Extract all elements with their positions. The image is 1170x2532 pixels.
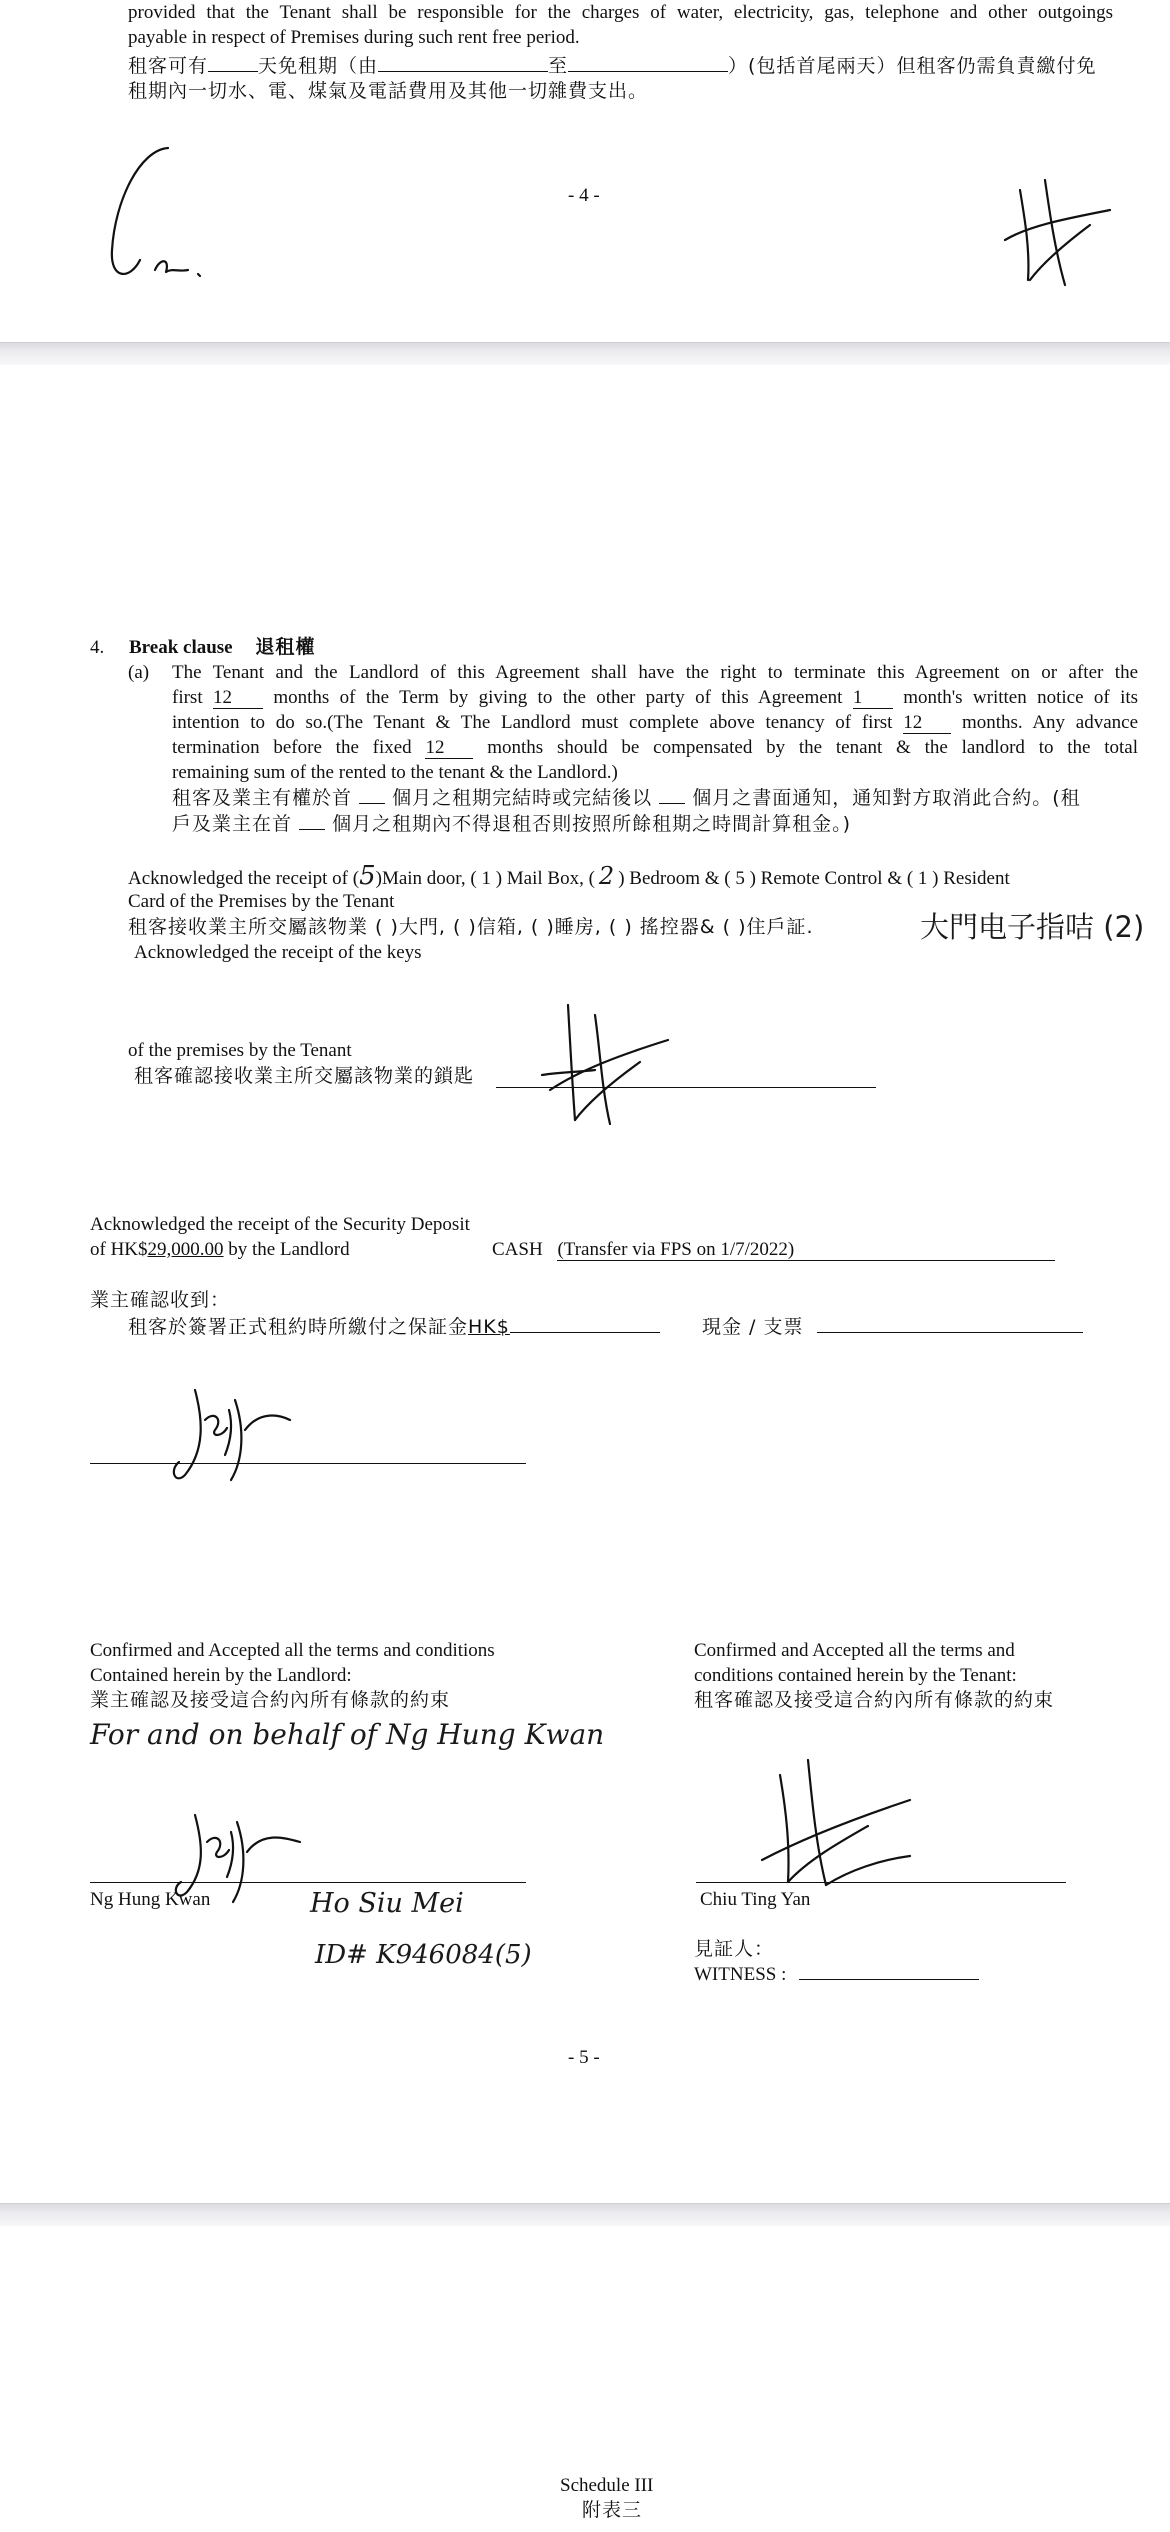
text: month's written notice of its xyxy=(903,687,1139,708)
text: Acknowledged the receipt of ( xyxy=(128,868,360,889)
text: months of the Term by giving to the other party of this Agreement xyxy=(273,687,843,708)
keys-premises-en: of the premises by the Tenant xyxy=(128,1040,352,1061)
clause-number: 4. xyxy=(90,637,105,658)
landlord-name: Ng Hung Kwan xyxy=(90,1889,211,1910)
blank-line xyxy=(299,829,325,830)
witness-blank-line xyxy=(799,1979,979,1980)
landlord-confirm-line1: Confirmed and Accepted all the terms and conditions xyxy=(90,1640,495,1661)
tenant-keys-signature xyxy=(540,1000,680,1130)
text: )Main door, ( 1 ) Mail Box, ( xyxy=(375,868,595,889)
break-clause-line3 xyxy=(172,710,1138,735)
clause-title-en: Break clause xyxy=(129,637,233,658)
tenant-name: Chiu Ting Yan xyxy=(700,1889,811,1910)
handwritten-on-behalf: For and on behalf of Ng Hung Kwan xyxy=(90,1718,605,1751)
deposit-amount: 29,000.00 xyxy=(147,1239,224,1260)
break-clause-line4 xyxy=(172,735,1138,760)
tenancy-months-value: 12 xyxy=(903,713,951,734)
deposit-line2 xyxy=(90,1237,350,1262)
deposit-zh-line2 xyxy=(128,1315,660,1340)
deposit-signature-line xyxy=(90,1463,526,1464)
page-separator xyxy=(0,2203,1170,2226)
zh-text: 租客於簽署正式租約時所繳付之保証金 xyxy=(128,1316,469,1338)
text: months. Any advance xyxy=(961,712,1139,733)
zh-text: 租客可有 xyxy=(128,55,209,77)
page-separator xyxy=(0,342,1170,365)
receipt-items-line1 xyxy=(128,861,1010,891)
deposit-method xyxy=(492,1237,1055,1262)
receipt-items-line2: Card of the Premises by the Tenant xyxy=(128,891,395,912)
deposit-line1: Acknowledged the receipt of the Security Deposit xyxy=(90,1214,470,1235)
deposit-zh-line1: 業主確認收到： xyxy=(90,1289,231,1311)
zh-text: 個月之租期內不得退租否則按照所餘租期之時間計算租金。) xyxy=(332,813,852,835)
schedule-title-zh: 附表三 xyxy=(582,2499,643,2521)
break-clause-zh-line2 xyxy=(172,812,851,837)
tenant-confirm-zh: 租客確認及接受這合約內所有條款的約束 xyxy=(694,1689,1055,1711)
text: by the Landlord xyxy=(228,1239,350,1260)
landlord-deposit-signature xyxy=(165,1380,305,1490)
keys-receipt-line: Acknowledged the receipt of the keys xyxy=(134,942,422,963)
handwritten-main-door-count: 5 xyxy=(359,861,376,891)
blank-line xyxy=(359,803,385,804)
tenant-initial-signature xyxy=(1000,180,1120,290)
tenant-confirm-line1: Confirmed and Accepted all the terms and xyxy=(694,1640,1015,1661)
blank-line xyxy=(378,71,548,72)
landlord-signature-line xyxy=(90,1882,526,1883)
break-clause-line2 xyxy=(172,685,1138,710)
notice-months-value: 1 xyxy=(853,688,893,709)
text: months should be compensated by the tenant & the landlord to the total xyxy=(487,737,1139,758)
fixed-months-value: 12 xyxy=(425,738,473,759)
break-clause-line5: remaining sum of the rented to the tenant & the Landlord.) xyxy=(172,762,618,783)
tenant-signature-line xyxy=(696,1882,1066,1883)
blank-line xyxy=(510,1332,660,1333)
handwritten-keycard-note: 大門电子指咭 (2) xyxy=(920,910,1145,944)
deposit-transfer-note: (Transfer via FPS on 1/7/2022) xyxy=(557,1240,1055,1261)
blank-line xyxy=(208,71,258,72)
text: first xyxy=(172,687,203,708)
zh-text: 至 xyxy=(548,55,569,77)
rent-free-clause-zh-line2: 租期內一切水、電、煤氣及電話費用及其他一切雜費支出。 xyxy=(128,80,649,102)
page-number-4: - 4 - xyxy=(568,185,600,206)
blank-line xyxy=(659,803,685,804)
landlord-initial-signature xyxy=(100,140,240,290)
tenant-confirm-line2: conditions contained herein by the Tenant: xyxy=(694,1665,1017,1686)
blank-line xyxy=(568,71,728,72)
zh-text: 租客及業主有權於首 xyxy=(172,787,353,809)
zh-text: 現金 / 支票 xyxy=(702,1316,804,1338)
keys-premises-zh: 租客確認接收業主所交屬該物業的鎖匙 xyxy=(134,1065,475,1087)
handwritten-signer-id: ID# K946084(5) xyxy=(315,1940,532,1970)
rent-free-clause-line2: payable in respect of Premises during such rent free period. xyxy=(128,27,580,48)
clause-title-zh: 退租權 xyxy=(255,636,316,658)
page-number-5: - 5 - xyxy=(568,2047,600,2068)
landlord-confirm-line2: Contained herein by the Landlord: xyxy=(90,1665,352,1686)
deposit-method-label: CASH xyxy=(492,1239,543,1260)
witness-label: WITNESS : xyxy=(694,1964,787,1985)
break-clause-heading xyxy=(90,635,315,660)
break-clause-zh-line1 xyxy=(172,786,1081,811)
text: intention to do so.(The Tenant & The Landlord must complete above tenancy of first xyxy=(172,712,893,733)
handwritten-bedroom-count: 2 xyxy=(598,862,615,890)
zh-text: 天免租期（由 xyxy=(258,55,379,77)
break-clause-line1: The Tenant and the Landlord of this Agreement shall have the right to terminate this Agreement on or after the xyxy=(172,662,1138,683)
handwritten-signer-name: Ho Siu Mei xyxy=(310,1888,464,1919)
zh-hk-label: HK$ xyxy=(468,1316,510,1338)
witness-zh: 見証人： xyxy=(694,1938,775,1960)
first-months-value: 12 xyxy=(213,688,263,709)
zh-text: 戶及業主在首 xyxy=(172,813,293,835)
deposit-zh-cash-cheque xyxy=(702,1315,1083,1340)
zh-text: 個月之租期完結時或完結後以 xyxy=(392,787,653,809)
text: termination before the fixed xyxy=(172,737,412,758)
clause-item-label: (a) xyxy=(128,662,150,683)
text: ) Bedroom & ( 5 ) Remote Control & ( 1 ) Resident xyxy=(618,868,1010,889)
schedule-title-en: Schedule III xyxy=(560,2475,654,2496)
receipt-items-zh: 租客接收業主所交屬該物業 ( )大門, ( )信箱, ( )睡房, ( ) 搖控器& ( )住戶証. xyxy=(128,916,814,938)
rent-free-clause-zh-line1 xyxy=(128,54,1096,79)
text: of HK$ xyxy=(90,1239,148,1260)
zh-text: ）(包括首尾兩天）但租客仍需負責繳付免 xyxy=(728,55,1097,77)
landlord-confirm-zh: 業主確認及接受這合約內所有條款的約束 xyxy=(90,1689,451,1711)
rent-free-clause-line1: provided that the Tenant shall be responsible for the charges of water, electricity, gas, telephone and other outgoings xyxy=(128,2,1113,23)
witness-en xyxy=(694,1962,979,1987)
zh-text: 個月之書面通知，通知對方取消此合約。(租 xyxy=(692,787,1081,809)
blank-line xyxy=(817,1332,1083,1333)
tenant-final-signature xyxy=(760,1760,920,1890)
